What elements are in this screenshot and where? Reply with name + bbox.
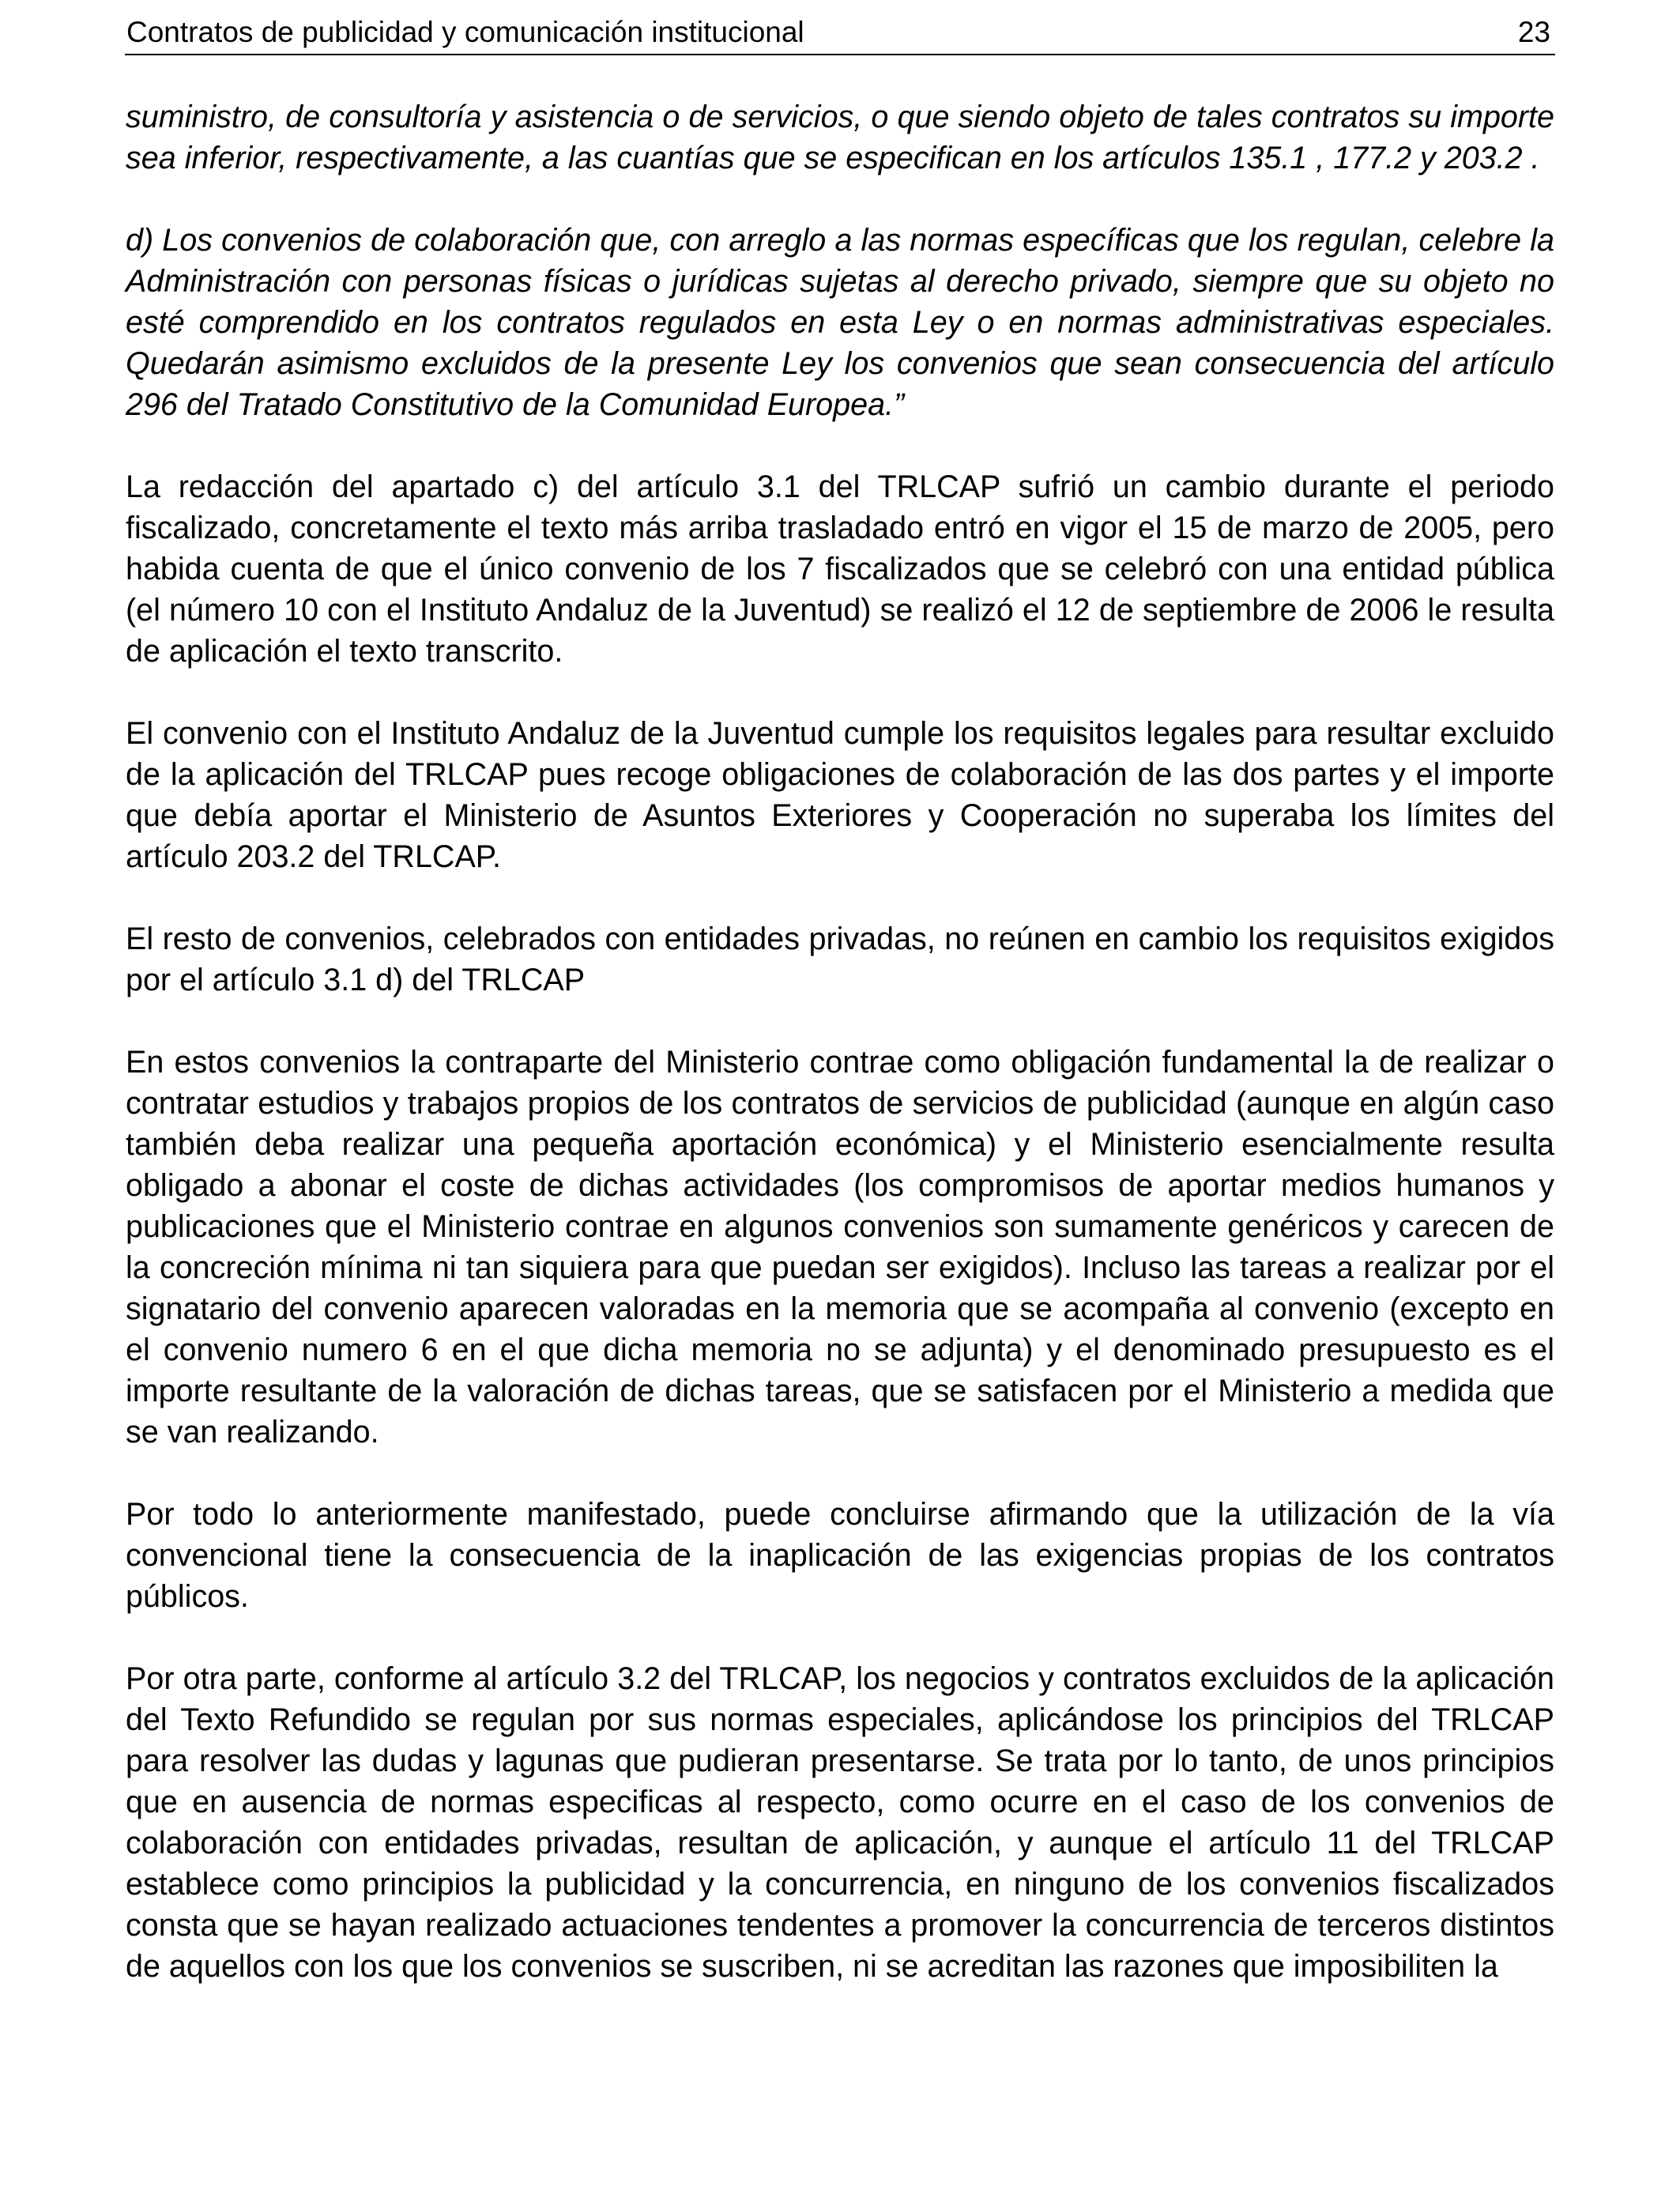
paragraph-quote-continuation: suministro, de consultoría y asistencia o de servicios, o que siendo objeto de tales contratos su importe sea inferior, respectivamente, a las cuantías que se especifican en los artículos 135.1 , 177.2 y 203.2 . xyxy=(126,100,1554,175)
header-title: Contratos de publicidad y comunicación institucional xyxy=(126,16,804,48)
page-number: 23 xyxy=(1517,16,1550,48)
paragraph: En estos convenios la contraparte del Ministerio contrae como obligación fundamental la de realizar o contratar estudios y trabajos propios de los contratos de servicios de publicidad (aunque en algún caso también deba realizar una pequeña aportación económica) y el Ministerio esencialmente resulta obligado a abonar el coste de dichas actividades (los compromisos de aportar medios humanos y publicaciones que el Ministerio contrae en algunos convenios son sumamente genéricos y carecen de la concreción mínima ni tan siquiera para que puedan ser exigidos). Incluso las tareas a realizar por el signatario del convenio aparecen valoradas en la memoria que se acompaña al convenio (excepto en el convenio numero 6 en el que dicha memoria no se adjunta) y el denominado presupuesto es el importe resultante de la valoración de dichas tareas, que se satisfacen por el Ministerio a medida que se van realizando. xyxy=(126,1045,1554,1449)
page-header xyxy=(125,14,1555,55)
document-body xyxy=(126,96,1554,2028)
paragraph: Por otra parte, conforme al artículo 3.2 del TRLCAP, los negocios y contratos excluidos de la aplicación del Texto Refundido se regulan por sus normas especiales, aplicándose los principios del TRLCAP para resolver las dudas y lagunas que pudieran presentarse. Se trata por lo tanto, de unos principios que en ausencia de normas especificas al respecto, como ocurre en el caso de los convenios de colaboración con entidades privadas, resultan de aplicación, y aunque el artículo 11 del TRLCAP establece como principios la publicidad y la concurrencia, en ninguno de los convenios fiscalizados consta que se hayan realizado actuaciones tendentes a promover la concurrencia de terceros distintos de aquellos con los que los convenios se suscriben, ni se acreditan las razones que imposibiliten la xyxy=(126,1661,1554,1984)
paragraph: El convenio con el Instituto Andaluz de la Juventud cumple los requisitos legales para resultar excluido de la aplicación del TRLCAP pues recoge obligaciones de colaboración de las dos partes y el importe que debía aportar el Ministerio de Asuntos Exteriores y Cooperación no superaba los límites del artículo 203.2 del TRLCAP. xyxy=(126,716,1554,874)
paragraph: La redacción del apartado c) del artículo 3.1 del TRLCAP sufrió un cambio durante el periodo fiscalizado, concretamente el texto más arriba trasladado entró en vigor el 15 de marzo de 2005, pero habida cuenta de que el único convenio de los 7 fiscalizados que se celebró con una entidad pública (el número 10 con el Instituto Andaluz de la Juventud) se realizó el 12 de septiembre de 2006 le resulta de aplicación el texto transcrito. xyxy=(126,469,1554,669)
paragraph-quote-item-d: d) Los convenios de colaboración que, con arreglo a las normas específicas que los regulan, celebre la Administración con personas físicas o jurídicas sujetas al derecho privado, siempre que su objeto no esté comprendido en los contratos regulados en esta Ley o en normas administrativas especiales. Quedarán asimismo excluidos de la presente Ley los convenios que sean consecuencia del artículo 296 del Tratado Constitutivo de la Comunidad Europea.” xyxy=(126,223,1554,422)
paragraph: Por todo lo anteriormente manifestado, puede concluirse afirmando que la utilización de la vía convencional tiene la consecuencia de la inaplicación de las exigencias propias de los contratos públicos. xyxy=(126,1497,1554,1614)
paragraph: El resto de convenios, celebrados con entidades privadas, no reúnen en cambio los requisitos exigidos por el artículo 3.1 d) del TRLCAP xyxy=(126,922,1554,997)
